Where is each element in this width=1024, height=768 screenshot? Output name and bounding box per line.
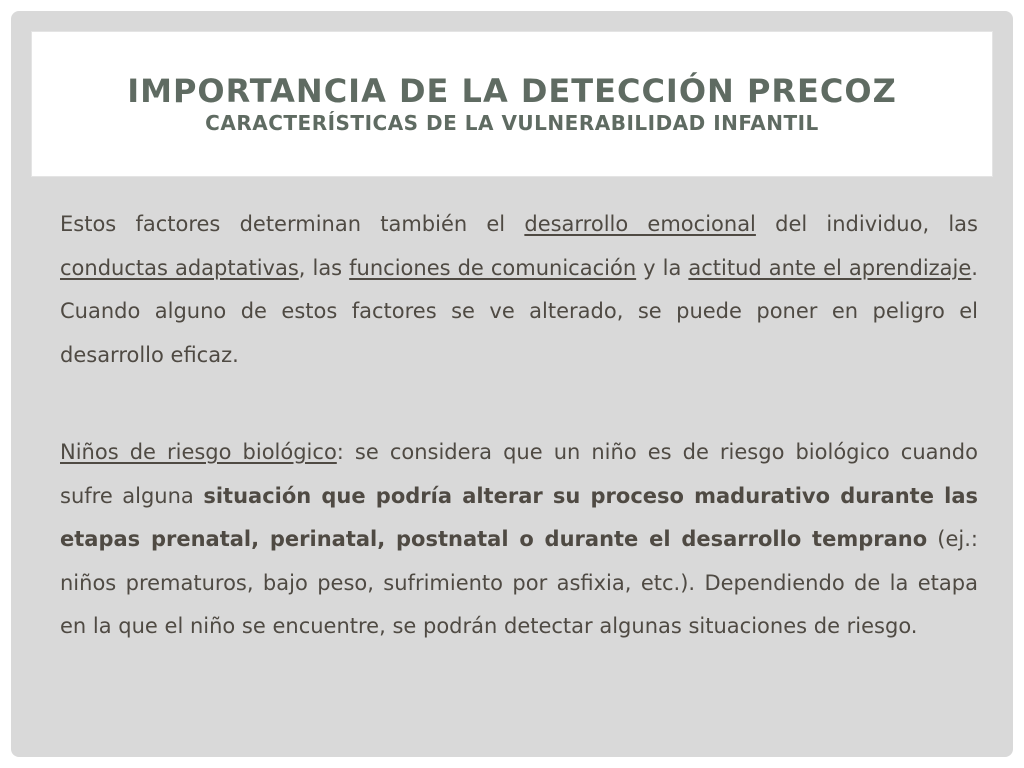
- text-span: Estos factores determinan también el: [60, 212, 525, 236]
- underlined-term-riesgo-biologico: Niños de riesgo biológico: [60, 440, 337, 464]
- underlined-term-conductas-adaptativas: conductas adaptativas: [60, 255, 299, 280]
- text-span: : se considera que un niño es de riesgo biológico cuando sufre alguna: [60, 440, 978, 508]
- text-span: del individuo, las: [755, 212, 978, 236]
- slide: [11, 11, 1013, 757]
- paragraph-factors: [60, 203, 978, 377]
- bold-definition: situación que podría alterar su proceso madurativo durante las etapas prenatal, perinatal, postnatal o durante el desarrollo temprano: [60, 483, 978, 551]
- text-span: (ej.: niños prematuros, bajo peso, sufrimiento por asfixia, etc.). Dependiendo de la etapa en la que el niño se encuentre, se podrán detectar algunas situaciones de riesgo.: [60, 527, 978, 638]
- slide-title: IMPORTANCIA DE LA DETECCIÓN PRECOZ: [127, 72, 897, 110]
- text-span: , las: [298, 255, 350, 280]
- slide-subtitle: CARACTERÍSTICAS DE LA VULNERABILIDAD INFANTIL: [205, 111, 819, 135]
- paragraph-riesgo-biologico: [60, 431, 978, 649]
- text-span: . Cuando alguno de estos factores se ve alterado, se puede poner en peligro el desarrollo eficaz.: [60, 255, 978, 367]
- text-span: y la: [636, 255, 689, 280]
- underlined-term-actitud-aprendizaje: actitud ante el aprendizaje: [688, 255, 972, 280]
- title-box: [32, 32, 992, 176]
- underlined-term-funciones-comunicacion: funciones de comunicación: [349, 255, 637, 280]
- slide-body: [60, 203, 978, 649]
- underlined-term-desarrollo-emocional: desarrollo emocional: [524, 212, 756, 236]
